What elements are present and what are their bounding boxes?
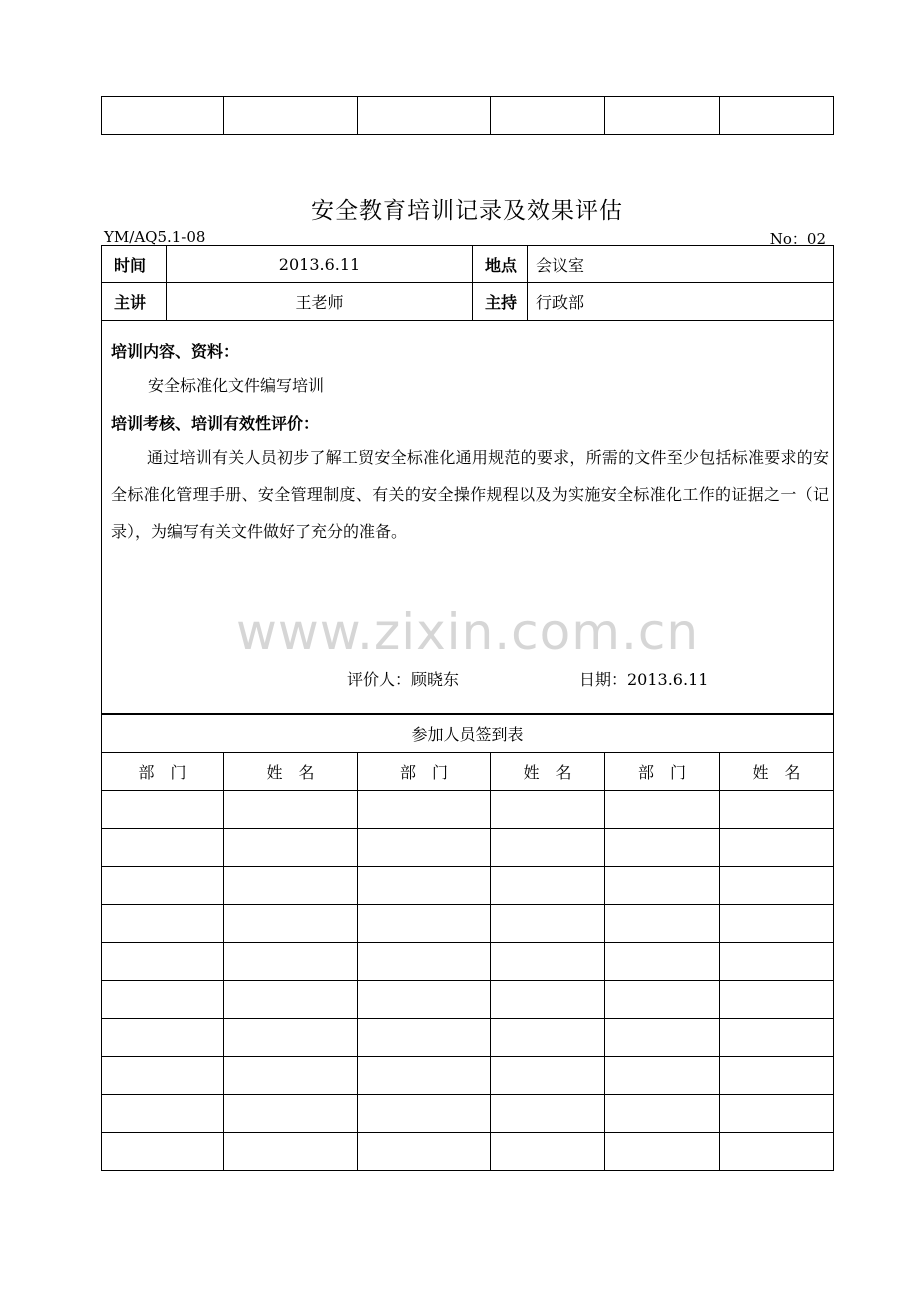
- dept-cell: [605, 1057, 720, 1095]
- dept-cell: [102, 905, 224, 943]
- dept-cell: [102, 867, 224, 905]
- column-header-name: 姓 名: [491, 753, 605, 791]
- dept-cell: [605, 905, 720, 943]
- name-cell: [224, 981, 358, 1019]
- dept-cell: [605, 943, 720, 981]
- name-cell: [720, 981, 834, 1019]
- dept-cell: [358, 867, 491, 905]
- name-cell: [491, 1057, 605, 1095]
- table-row: [102, 1019, 834, 1057]
- column-header-dept: 部 门: [102, 753, 224, 791]
- dept-cell: [358, 1095, 491, 1133]
- name-cell: [720, 943, 834, 981]
- name-cell: [224, 829, 358, 867]
- dept-cell: [605, 1019, 720, 1057]
- table-row: [102, 829, 834, 867]
- document-code: YM/AQ5.1-08: [104, 228, 206, 246]
- name-cell: [491, 867, 605, 905]
- column-header-dept: 部 门: [358, 753, 491, 791]
- name-cell: [491, 981, 605, 1019]
- time-value: 2013.6.11: [167, 246, 473, 283]
- speaker-label: 主讲: [102, 283, 167, 321]
- strip-cell: [720, 97, 834, 135]
- evaluation-text: 通过培训有关人员初步了解工贸安全标准化通用规范的要求，所需的文件至少包括标准要求的安全标准化管理手册、安全管理制度、有关的安全操作规程以及为实施安全标准化工作的证据之一（记录），为编写有关文件做好了充分的准备。: [111, 448, 829, 541]
- name-cell: [224, 1133, 358, 1171]
- name-cell: [491, 943, 605, 981]
- name-cell: [224, 1019, 358, 1057]
- dept-cell: [605, 1095, 720, 1133]
- dept-cell: [605, 791, 720, 829]
- host-label: 主持: [473, 283, 528, 321]
- name-cell: [224, 1095, 358, 1133]
- name-cell: [224, 905, 358, 943]
- dept-cell: [358, 1133, 491, 1171]
- name-cell: [720, 791, 834, 829]
- speaker-value: 王老师: [167, 283, 473, 321]
- column-header-dept: 部 门: [605, 753, 720, 791]
- dept-cell: [358, 791, 491, 829]
- signin-rows: [102, 791, 834, 1171]
- dept-cell: [102, 1057, 224, 1095]
- time-label: 时间: [102, 246, 167, 283]
- table-row: [102, 1095, 834, 1133]
- name-cell: [720, 1133, 834, 1171]
- dept-cell: [102, 791, 224, 829]
- name-cell: [720, 829, 834, 867]
- strip-cell: [358, 97, 491, 135]
- dept-cell: [102, 1133, 224, 1171]
- name-cell: [720, 1019, 834, 1057]
- dept-cell: [102, 829, 224, 867]
- watermark: www.zixin.com.cn: [235, 603, 700, 661]
- dept-cell: [358, 1019, 491, 1057]
- name-cell: [720, 905, 834, 943]
- dept-cell: [358, 905, 491, 943]
- strip-cell: [605, 97, 720, 135]
- dept-cell: [605, 829, 720, 867]
- name-cell: [491, 905, 605, 943]
- dept-cell: [358, 943, 491, 981]
- name-cell: [224, 867, 358, 905]
- table-row: [102, 943, 834, 981]
- record-table: [101, 245, 834, 714]
- place-label: 地点: [473, 246, 528, 283]
- table-row: [102, 1133, 834, 1171]
- host-value: 行政部: [528, 283, 834, 321]
- name-cell: [491, 829, 605, 867]
- name-cell: [224, 1057, 358, 1095]
- table-row: [102, 905, 834, 943]
- dept-cell: [605, 1133, 720, 1171]
- strip-cell: [224, 97, 358, 135]
- table-row: [102, 1057, 834, 1095]
- column-header-name: 姓 名: [224, 753, 358, 791]
- document-number: No：02: [769, 230, 826, 248]
- name-cell: [720, 1057, 834, 1095]
- dept-cell: [605, 867, 720, 905]
- name-cell: [491, 1019, 605, 1057]
- name-cell: [224, 943, 358, 981]
- strip-cell: [102, 97, 224, 135]
- dept-cell: [102, 1019, 224, 1057]
- training-content-heading: 培训内容、资料：: [111, 342, 240, 361]
- place-value: 会议室: [528, 246, 834, 283]
- document-title: 安全教育培训记录及效果评估: [311, 198, 623, 224]
- name-cell: [224, 791, 358, 829]
- evaluation-heading: 培训考核、培训有效性评价：: [111, 414, 320, 433]
- dept-cell: [358, 1057, 491, 1095]
- dept-cell: [102, 943, 224, 981]
- dept-cell: [605, 981, 720, 1019]
- table-row: [102, 791, 834, 829]
- content-section: [102, 321, 834, 714]
- table-row: [102, 867, 834, 905]
- strip-cell: [491, 97, 605, 135]
- name-cell: [491, 1133, 605, 1171]
- column-header-name: 姓 名: [720, 753, 834, 791]
- table-row: [102, 981, 834, 1019]
- signin-table: [101, 714, 834, 1171]
- evaluation-date: 日期：2013.6.11: [579, 670, 709, 689]
- top-blank-strip: [101, 96, 834, 135]
- name-cell: [720, 1095, 834, 1133]
- signin-title: 参加人员签到表: [102, 715, 834, 753]
- name-cell: [491, 1095, 605, 1133]
- name-cell: [491, 791, 605, 829]
- dept-cell: [358, 981, 491, 1019]
- evaluator: 评价人：顾晓东: [347, 670, 460, 689]
- name-cell: [720, 867, 834, 905]
- training-content-text: 安全标准化文件编写培训: [148, 376, 325, 395]
- dept-cell: [102, 1095, 224, 1133]
- dept-cell: [102, 981, 224, 1019]
- dept-cell: [358, 829, 491, 867]
